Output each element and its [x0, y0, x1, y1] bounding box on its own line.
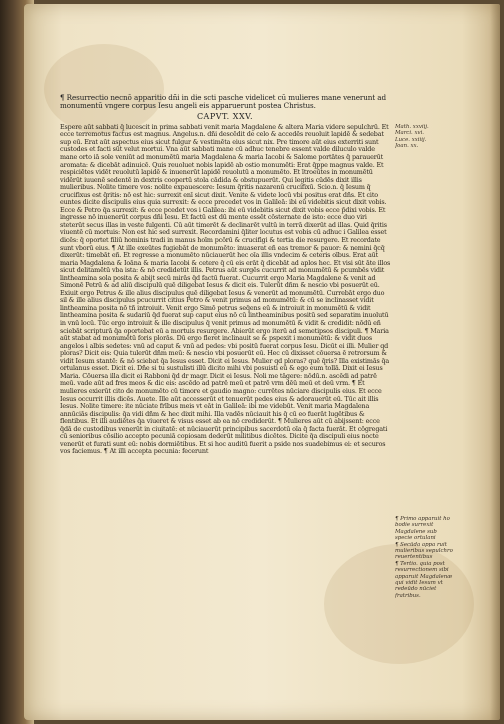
text-line: aūt stabat ad monumētū foris plorās. Dū ergo fleret inclinauit se & pspexit i monumētū: & vidit duos: [60, 335, 373, 343]
text-line: steterūt secus illas in veste fulgenti. Cū aūt timerēt & declinarēt vultū in terrā dixerūt ad illas. Quid q̄ritis: [60, 221, 387, 229]
text-line: ploras? Dicit eis: Quia tulerūt dñm meū: & nescio vbi posuerūt eū. Hec cū dixisset cōuersa ē retrorsum &: [60, 350, 387, 358]
text-line: mane orto iā sole veniūt ad monumētū maria Magdalena & maria Iacobi & Salome portātes q̄ parauerūt: [60, 154, 383, 161]
text-line: lintheamina posita nō tñ introiuit. Venit ergo Simō petrus seq̄ens eū & introiuit in monumētū & vidit: [60, 304, 371, 312]
text-line: aromata: & dicebāt adinuicē. Quis reuoluet nobis lapidē ab ostio monumēti: Erat q̄ppe magnus valde. Et: [60, 161, 384, 169]
text-line: vidērūt iuuenē sedentē in dextris coopertū stola cādida & obstupuerūt. Qui legitis cūdēs dixit illis: [60, 176, 362, 184]
text-line: viuentē cū mortuis: Non est hic sed surrexit. Recordamini q̄liter locutus est vobis cū adhuc i Galilea esset: [60, 229, 387, 237]
text-line: cū senioribus cōsilio accepto pecuniā copiosam dederūt militibus dicētes. Dicite q̄a discipuli eius nocte: [60, 433, 379, 441]
text-line: Espere aūt sabbati q̄ lucescit in prima sabbati venit maria Magdalene & altera Maria videre sepulchrū. Et: [60, 123, 389, 131]
text-line: venerūt et furati sunt eū: nobis dormiētibus. Et si hoc auditū fuerit a pside nos suadebimus ei: et securos: [60, 440, 386, 448]
text-line: lintheamina posita & sudariū q̄d fuerat sup caput eius nō cū lintheaminibus positū sed separatim inuolutū: [60, 312, 389, 320]
text-line: ecce terremotus factus est magnus. Angelus.n. dñi descēdit de celo & accedēs reuoluit lapidē & sedebat: [60, 131, 384, 139]
page-edge-shadow: [490, 4, 500, 720]
text-line: sciebāt scripturā q̄a oportebat eū a mortuis resurgere. Abierūt ergo iterū ad semetipsos discipuli. ¶ Maria: [60, 327, 389, 335]
text-line: vidit Iesum stantē: & nō sciebat q̄a Iesus esset. Dicit ei Iesus. Mulier qd ploras? quē q̄ris? Illa existimās q̄a: [60, 357, 390, 365]
text-line: meū. vade aūt ad fres meos & dic eis: ascēdo ad patrē meū et patrē vrm dēū meū et deū vrm. ¶ Et: [60, 380, 365, 388]
main-text-column: [60, 94, 390, 456]
text-line: mulieribus. Nolite timere vos: nolite expauescere: Iesum q̄ritis nazarenū crucifixū. Scio.n. q̄ Iesum q̄: [60, 184, 371, 192]
text-line: flentibus. Et illi audiētes q̄a viueret & visus esset ab ea nō crediderūt. ¶ Mulieres aūt cū abijssent: ecce: [60, 418, 380, 426]
text-line: angelos i albis sedetes: vnū ad caput & vnū ad pedes: vbi positū fuerat corpus Iesu. Dicūt ei illi. Mulier qd: [60, 342, 389, 350]
chapter-title: CAPVT. XXV.: [196, 111, 254, 121]
text-line: vos faciemus. ¶ At illi accepta pecunia: fecerunt: [60, 448, 209, 456]
margin-line: Joan. xx.: [395, 143, 419, 150]
text-line: sicut delitamētū vba ista: & nō credidetūt illis. Petrus aūt surgēs cucurrit ad monumētū & pcumbēs vidit: [60, 267, 385, 275]
body-text: [60, 124, 390, 456]
text-line: dicēs: q̄ oportet filiū hominis tradi in manus hoīm pcōrū & crucifigi & tertia die resurgere. Et recordate: [60, 237, 381, 245]
text-line: lintheamina sola posita & abijt secū mirās q̄d factū fuerat. Cucurrit ergo Maria Magdalene & venit ad: [60, 274, 376, 282]
text-line: sil & ille alius discipulus pcucurrit citius Petro & venit primus ad monumētū: & cū se inclinasset vidit: [60, 297, 374, 305]
margin-line: Luce. xxiiij.: [395, 136, 427, 143]
text-line: Simonē Petrū & ad aliū discipulū quē diligebat Iesus & dicit eis. Tulerūt dñm & nescio vbi posuerūt eū.: [60, 282, 380, 290]
text-line: sunt vborū eius. ¶ At ille exeūtes fugiebāt de monumēto: inuaserat eñ eas tremor & pauor: & nemini q̄cq̄: [60, 244, 385, 252]
text-line: Maria. Cōuersa illa dicit ei Rabboni q̄d dr magr. Dicit ei Iesus. Noli me tāgere: nōdū.n. ascēdi ad patrē: [60, 372, 377, 380]
text-line: crucifixus est q̄ritis: nō est hic: surrexit enī sicut dixit. Venite & videte locū vbi positus erat dñs. Et cito: [60, 191, 378, 199]
text-line: Ecce & Petro q̄a surrexit: & ecce pcedet vos i Galilea: ibi eū videbitis sicut dixit vobis ecce p̄dixi vobis. Et: [60, 206, 386, 214]
text-line: Iesus occurrit illis dicēs. Auete. Ille aūt accesserūt et tenuerūt pedes eius & adorauerūt eū. Tūc ait illis: [60, 395, 379, 403]
text-line: maria Magdalena & Ioāna & maria Iacobi & cetere q̄ cū eis erāt q̄ dicebāt ad aplos hec. Et visi sūt āte illos: [60, 259, 390, 267]
text-line: annūciās discipulis: q̄a vidi dñm & hec dixit mihi. Illa vadēs nūciauit his q̄ cū eo fuerāt lugētibus &: [60, 410, 365, 418]
margin-line: ¶ Secūda appa ruit mulieribus sepulchro reuertentibus: [395, 541, 453, 561]
text-line: Exiuit ergo Petrus & ille alius discipulus quē diligebat Iesus & venerūt ad monumētū. Currebāt ergo duo: [60, 289, 385, 297]
margin-references: [395, 124, 455, 150]
text-line: respiciētes vidēt reuolutū lapidē & inuenerūt lapidē reuolutū a monumēto. Et ītroeūtes in monumētū: [60, 169, 373, 177]
text-line: dixerūt: timebāt eñ. Et regresse a monumēto nūciauerūt hec oīa illis vndecim & ceteris oībus. Erat aūt: [60, 252, 379, 260]
chapter-rubric: ¶ Resurrectio necnō apparitio dñi in die scti pasche videlicet cū mulieres mane venerunt ad monumentū vngere corpus Iesu angeli eis apparuerunt postea Christus.: [60, 93, 386, 111]
text-line: sup eū. Erat aūt aspectus eius sicut fulgur & vestimēta eius sicut nix. Pre timore aūt eius exterriti sunt: [60, 138, 379, 146]
margin-notes: [395, 516, 455, 599]
margin-line: ¶ Primo apparuit ho bodie surrexit Magdalene sub specie ortulani: [395, 516, 450, 542]
text-line: ingresse nō inuenerūt corpus dñi Iesu. Et factū est dū mente essēt cōsternate de isto: ecce duo viri: [60, 214, 367, 222]
margin-line: ¶ Tertio. quia post resurrectionem sibi apparuit Magdalenæ qui vidit Iesum vt redeūdo nūciet fratribus.: [395, 560, 453, 599]
text-line: in vnū locū. Tūc ergo introiuit & ille discipulus q̄ venit primus ad monumētū & vidit & credidit: nōdū eñ: [60, 320, 381, 328]
margin-line: Marci. xvi.: [395, 130, 425, 137]
text-line: custodes et facti sūt velut mortui. Vna aūt sabbati mane cū adhuc tenebre essent valde diluculo valde: [60, 146, 375, 154]
text-line: q̄dā de custodibus venerūt in ciuitatē: et nūciauerūt principibus sacerdotū oīa q̄ facta fuerāt. Et cōgregati: [60, 425, 388, 433]
text-line: mulieres exierūt cito de monumēto cū timore et gaudio magno: currētes nūciare discipulis eius. Et ecce: [60, 387, 382, 395]
margin-line: Math. xxviij.: [395, 124, 429, 130]
text-line: euntes dicite discipulis eius quia surrexit: & ecce precedet vos in Galileā: ibi eū videbitis sicut dixit vobis.: [60, 199, 387, 207]
text-line: Iesus. Nolite timere: ite nūciate frībus meis vt eāt in Galileā: ibi me videbūt. Venit maria Magdalena: [60, 403, 370, 411]
text-line: ortulanus esset. Dicit ei. Dñe si tu sustulisti illū dicito mihi vbi posuisti eū & ego eum tollā. Dixit ei Iesus: [60, 365, 383, 373]
